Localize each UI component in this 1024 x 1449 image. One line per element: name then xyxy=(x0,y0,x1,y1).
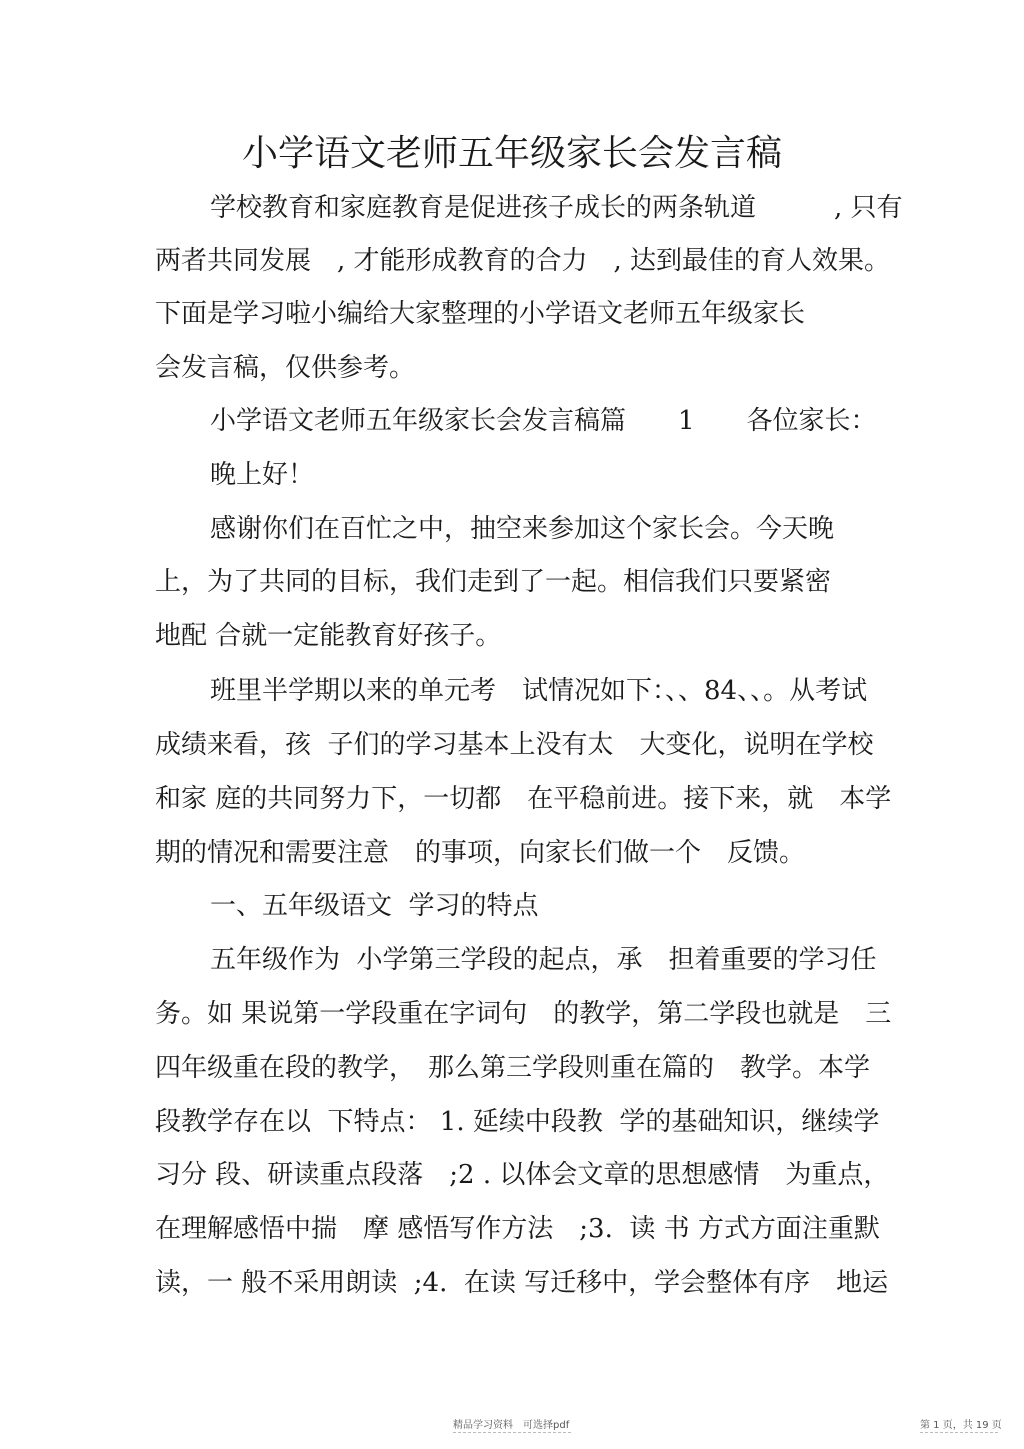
paragraph-line: 务。如 果说第一学段重在字词句 的教学，第二学段也就是 三 xyxy=(155,999,892,1029)
paragraph-line: 下面是学习啦小编给大家整理的小学语文老师五年级家长 xyxy=(155,299,806,329)
paragraph-line: 四年级重在段的教学， 那么第三学段则重在篇的 教学。本学 xyxy=(155,1053,871,1083)
paragraph-line: 学校教育和家庭教育是促进孩子成长的两条轨道 , 只有 xyxy=(210,193,903,223)
footer-watermark-text: 精品学习资料 可选择pdf xyxy=(453,1420,570,1431)
paragraph-line: 班里半学期以来的单元考 试情况如下：、、84、、。从考试 xyxy=(210,676,868,706)
paragraph-line: 晚上好！ xyxy=(210,460,315,490)
paragraph-line: 五年级作为 小学第三学段的起点，承 担着重要的学习任 xyxy=(210,945,877,975)
footer-page-number: 第 1 页，共 19 页 xyxy=(920,1420,1002,1431)
paragraph-line: 习分 段、研读重点段落 ;2 . 以体会文章的思想感情 为重点， xyxy=(155,1160,890,1190)
section-heading: 一、五年级语文 学习的特点 xyxy=(210,891,539,921)
paragraph-line: 段教学存在以 下特点： 1. 延续中段教 学的基础知识，继续学 xyxy=(155,1107,880,1137)
paragraph-line: 读，一 般不采用朗读 ;4. 在读 写迁移中，学会整体有序 地运 xyxy=(155,1268,889,1298)
paragraph-line: 感谢你们在百忙之中，抽空来参加这个家长会。今天晚 xyxy=(210,514,835,544)
footer-divider xyxy=(920,1432,998,1433)
paragraph-line: 地配 合就一定能教育好孩子。 xyxy=(155,621,502,651)
paragraph-line: 上，为了共同的目标，我们走到了一起。相信我们只要紧密 xyxy=(155,567,832,597)
document-title: 小学语文老师五年级家长会发言稿 xyxy=(241,133,782,174)
paragraph-line: 在理解感悟中揣 摩 感悟写作方法 ;3. 读 书 方式方面注重默 xyxy=(155,1214,880,1244)
paragraph-line: 期的情况和需要注意 的事项，向家长们做一个 反馈。 xyxy=(155,838,806,868)
paragraph-line: 成绩来看，孩 子们的学习基本上没有太 大变化，说明在学校 xyxy=(155,730,874,760)
paragraph-line: 会发言稿，仅供参考。 xyxy=(155,353,416,383)
paragraph-line: 两者共同发展 , 才能形成教育的合力 , 达到最佳的育人效果。 xyxy=(155,246,891,276)
footer-divider xyxy=(453,1432,571,1433)
paragraph-line: 和家 庭的共同努力下，一切都 在平稳前进。接下来，就 本学 xyxy=(155,784,892,814)
section-heading: 小学语文老师五年级家长会发言稿篇 1 各位家长： xyxy=(210,406,877,436)
